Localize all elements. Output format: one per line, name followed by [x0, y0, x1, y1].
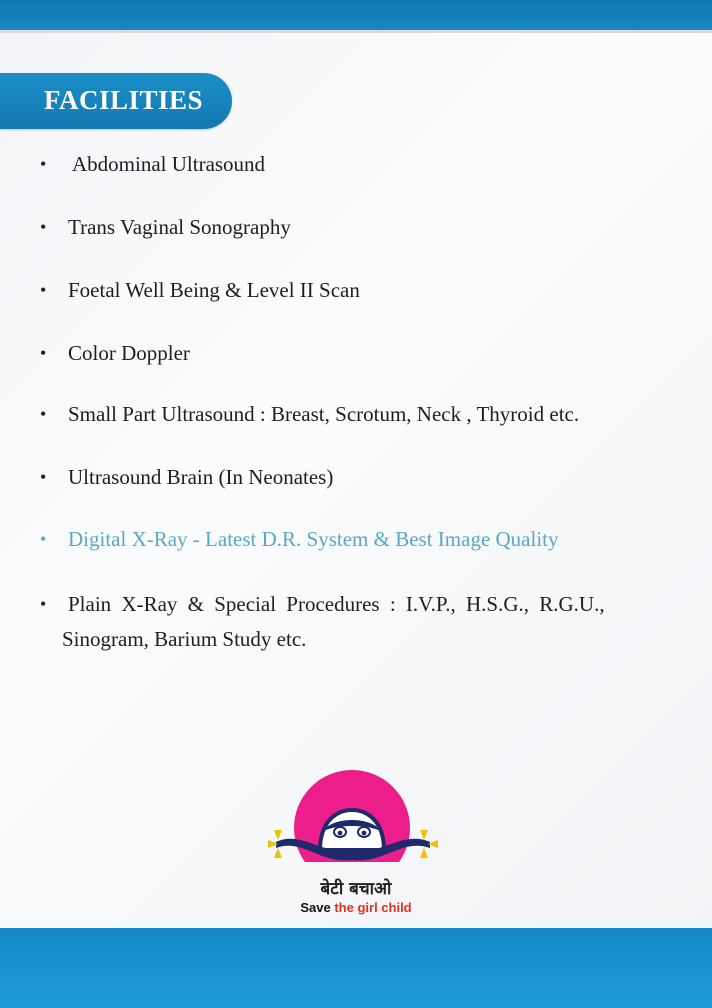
facilities-heading: FACILITIES	[44, 85, 204, 115]
facilities-heading-tab	[0, 73, 232, 129]
list-item-text: Ultrasound Brain (In Neonates)	[68, 465, 334, 489]
bullet-icon: •	[40, 467, 47, 487]
list-item-continuation-text: Sinogram, Barium Study etc.	[62, 627, 307, 651]
list-item-trans-vaginal	[40, 210, 680, 244]
bullet-icon: •	[40, 594, 47, 614]
bullet-icon: •	[40, 343, 47, 363]
list-item-color-doppler	[40, 336, 680, 370]
bullet-icon: •	[40, 217, 47, 237]
bottom-color-band	[0, 928, 712, 1008]
bullet-icon: •	[40, 529, 47, 549]
bullet-icon: •	[40, 404, 47, 424]
list-item-foetal-well-being	[40, 273, 680, 307]
list-item-text: Color Doppler	[68, 341, 190, 365]
list-item-plain-xray	[40, 587, 680, 621]
list-item-text: Small Part Ultrasound : Breast, Scrotum, Neck , Thyroid etc.	[68, 402, 580, 426]
list-item-ultrasound-brain	[40, 460, 680, 494]
list-item-text: Digital X-Ray - Latest D.R. System & Best Image Quality	[68, 527, 559, 551]
bullet-icon: •	[40, 154, 47, 174]
list-item-text: Plain X-Ray & Special Procedures : I.V.P., H.S.G., R.G.U.,	[68, 592, 605, 616]
logo-english-text: Save the girl child	[300, 900, 412, 915]
logo-hindi-text: बेटी बचाओ	[320, 879, 392, 899]
list-item-abdominal-ultrasound	[40, 147, 680, 181]
list-item-small-part-ultrasound	[40, 397, 680, 431]
list-item-text: Abdominal Ultrasound	[72, 152, 266, 176]
list-item-digital-xray	[40, 522, 680, 556]
list-item-text: Foetal Well Being & Level II Scan	[68, 278, 360, 302]
bullet-icon: •	[40, 280, 47, 300]
list-item-text: Trans Vaginal Sonography	[68, 215, 291, 239]
